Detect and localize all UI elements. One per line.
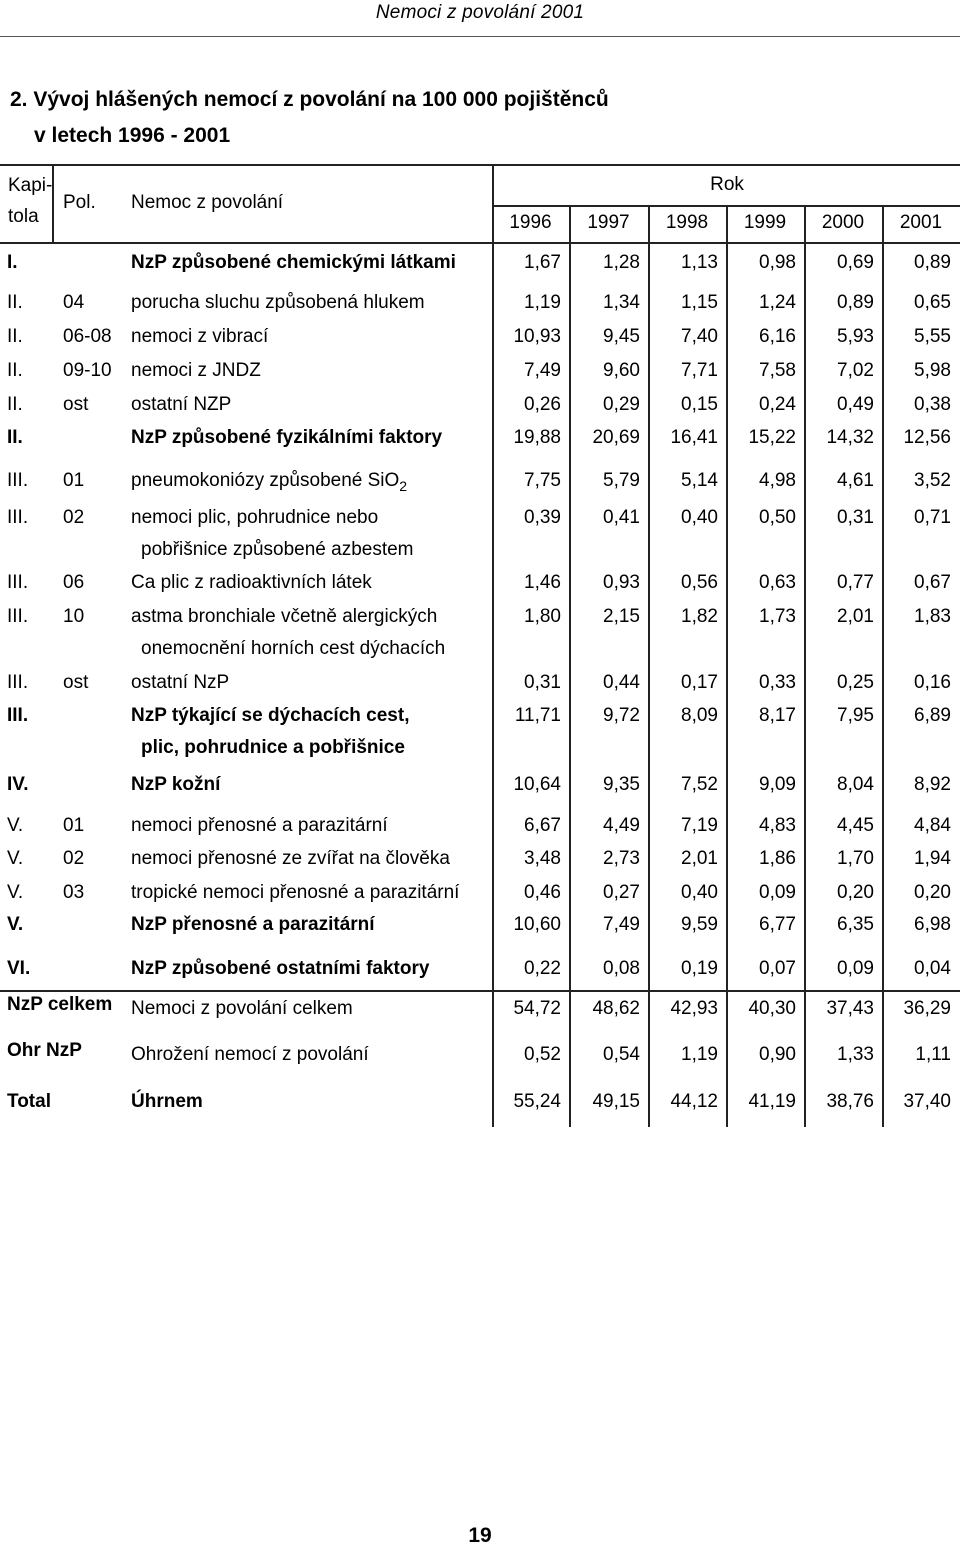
cell-value: 54,72 — [513, 998, 561, 1019]
cell-nemoc: porucha sluchu způsobená hlukem — [131, 292, 425, 313]
cell-kapitola: II. — [7, 292, 23, 313]
cell-nemoc: NzP kožní — [131, 774, 221, 795]
header-rule — [0, 36, 960, 37]
cell-value: 9,59 — [681, 914, 718, 935]
cell-value: 0,27 — [603, 882, 640, 903]
cell-value: 16,41 — [670, 427, 718, 448]
cell-value: 12,56 — [903, 427, 951, 448]
cell-value: 1,80 — [524, 606, 561, 627]
cell-value: 1,19 — [681, 1044, 718, 1065]
col-header-kapitola-b: tola — [8, 206, 39, 227]
year-header: 1996 — [509, 212, 552, 233]
cell-value: 3,52 — [914, 470, 951, 491]
cell-value: 49,15 — [592, 1091, 640, 1112]
cell-value: 1,15 — [681, 292, 718, 313]
cell-value: 6,77 — [759, 914, 796, 935]
cell-value: 0,67 — [914, 572, 951, 593]
cell-value: 40,30 — [748, 998, 796, 1019]
cell-value: 0,44 — [603, 672, 640, 693]
cell-value: 0,20 — [914, 882, 951, 903]
cell-value: 0,54 — [603, 1044, 640, 1065]
cell-value: 2,15 — [603, 606, 640, 627]
cell-kapitola: III. — [7, 507, 29, 528]
cell-value: 5,55 — [914, 326, 951, 347]
cell-value: 7,40 — [681, 326, 718, 347]
cell-value: 0,39 — [524, 507, 561, 528]
col-header-rok: Rok — [710, 174, 744, 195]
cell-nemoc: nemoci z JNDZ — [131, 360, 261, 381]
cell-kapitola: VI. — [7, 958, 31, 979]
total-separator-rule — [0, 990, 960, 992]
cell-polozka: 02 — [63, 507, 85, 528]
cell-value: 0,41 — [603, 507, 640, 528]
table-top-rule — [0, 164, 960, 166]
cell-value: 0,09 — [837, 958, 874, 979]
cell-value: 0,15 — [681, 394, 718, 415]
cell-value: 8,09 — [681, 705, 718, 726]
cell-kapitola: I. — [7, 252, 18, 273]
year-header: 2000 — [821, 212, 865, 233]
year-header: 1997 — [587, 212, 630, 233]
cell-nemoc-line2: plic, pohrudnice a pobřišnice — [141, 737, 405, 758]
cell-value: 37,40 — [903, 1091, 951, 1112]
cell-value: 1,19 — [524, 292, 561, 313]
cell-value: 0,98 — [759, 252, 796, 273]
cell-value: 9,45 — [603, 326, 640, 347]
cell-value: 2,73 — [603, 848, 640, 869]
cell-nemoc: Úhrnem — [131, 1091, 203, 1112]
cell-nemoc: nemoci přenosné a parazitární — [131, 815, 388, 836]
cell-value: 6,98 — [914, 914, 951, 935]
cell-value: 5,79 — [603, 470, 640, 491]
col-header-pol: Pol. — [63, 192, 96, 213]
cell-value: 10,64 — [513, 774, 561, 795]
cell-value: 8,92 — [914, 774, 951, 795]
cell-value: 14,32 — [826, 427, 874, 448]
cell-nemoc: ostatní NzP — [131, 672, 230, 693]
cell-kapitola: III. — [7, 470, 29, 491]
cell-kapitola: IV. — [7, 774, 29, 795]
cell-nemoc: nemoci z vibrací — [131, 326, 269, 347]
cell-value: 0,07 — [759, 958, 796, 979]
cell-value: 1,33 — [837, 1044, 874, 1065]
cell-value: 3,48 — [524, 848, 561, 869]
cell-value: 7,19 — [681, 815, 718, 836]
cell-value: 0,29 — [603, 394, 640, 415]
cell-value: 0,33 — [759, 672, 796, 693]
cell-nemoc: Nemoci z povolání celkem — [131, 998, 353, 1019]
cell-value: 0,09 — [759, 882, 796, 903]
cell-value: 0,17 — [681, 672, 718, 693]
cell-value: 0,22 — [524, 958, 561, 979]
cell-value: 0,49 — [837, 394, 874, 415]
cell-nemoc: NzP týkající se dýchacích cest, — [131, 705, 410, 726]
header-bottom-rule — [0, 242, 960, 244]
cell-value: 1,11 — [915, 1044, 951, 1065]
cell-polozka: ost — [63, 394, 89, 415]
cell-value: 10,93 — [513, 326, 561, 347]
cell-value: 44,12 — [670, 1091, 718, 1112]
cell-value: 0,25 — [837, 672, 874, 693]
cell-value: 0,93 — [603, 572, 640, 593]
cell-value: 0,31 — [524, 672, 561, 693]
cell-polozka: 10 — [63, 606, 85, 627]
cell-value: 1,73 — [759, 606, 796, 627]
cell-value: 41,19 — [748, 1091, 796, 1112]
cell-value: 48,62 — [592, 998, 640, 1019]
cell-nemoc: ostatní NZP — [131, 394, 232, 415]
cell-value: 38,76 — [826, 1091, 874, 1112]
cell-value: 7,75 — [524, 470, 561, 491]
cell-value: 2,01 — [681, 848, 718, 869]
cell-kapitola: III. — [7, 672, 29, 693]
cell-value: 36,29 — [903, 998, 951, 1019]
cell-value: 7,49 — [524, 360, 561, 381]
cell-value: 9,72 — [603, 705, 640, 726]
cell-value: 7,58 — [759, 360, 796, 381]
cell-value: 0,71 — [914, 507, 951, 528]
cell-value: 1,67 — [524, 252, 561, 273]
cell-kapitola: III. — [7, 606, 29, 627]
section-title-line2: v letech 1996 - 2001 — [34, 124, 231, 147]
cell-value: 4,49 — [603, 815, 640, 836]
cell-value: 0,90 — [759, 1044, 796, 1065]
cell-value: 0,08 — [603, 958, 640, 979]
cell-nemoc: nemoci plic, pohrudnice nebo — [131, 507, 379, 528]
cell-kapitola: Ohr NzP — [7, 1040, 82, 1061]
cell-polozka: 04 — [63, 292, 85, 313]
cell-value: 1,24 — [759, 292, 796, 313]
page-number: 19 — [468, 1524, 492, 1547]
year-header: 1999 — [743, 212, 787, 233]
cell-kapitola: Total — [7, 1091, 51, 1112]
cell-kapitola: II. — [7, 394, 23, 415]
cell-value: 0,56 — [681, 572, 718, 593]
cell-value: 8,04 — [837, 774, 874, 795]
cell-nemoc: nemoci přenosné ze zvířat na člověka — [131, 848, 450, 869]
cell-polozka: ost — [63, 672, 89, 693]
col-header-nemoc: Nemoc z povolání — [131, 192, 284, 213]
cell-value: 1,13 — [681, 252, 718, 273]
cell-value: 7,02 — [837, 360, 874, 381]
cell-nemoc: NzP způsobené ostatními faktory — [131, 958, 430, 979]
section-title-line1: 2. Vývoj hlášených nemocí z povolání na 100 000 pojištěnců — [10, 88, 609, 111]
cell-value: 10,60 — [513, 914, 561, 935]
cell-value: 0,65 — [914, 292, 951, 313]
cell-value: 0,04 — [914, 958, 951, 979]
cell-value: 7,95 — [837, 705, 874, 726]
cell-value: 5,14 — [681, 470, 718, 491]
cell-polozka: 03 — [63, 882, 85, 903]
cell-value: 0,69 — [837, 252, 874, 273]
cell-value: 4,98 — [759, 470, 796, 491]
cell-kapitola: V. — [7, 882, 24, 903]
cell-value: 0,77 — [837, 572, 874, 593]
cell-polozka: 01 — [63, 470, 85, 491]
cell-value: 1,46 — [524, 572, 561, 593]
cell-kapitola: V. — [7, 815, 24, 836]
cell-value: 1,86 — [759, 848, 796, 869]
cell-value: 0,46 — [524, 882, 561, 903]
cell-value: 1,28 — [603, 252, 640, 273]
cell-value: 9,09 — [759, 774, 796, 795]
cell-value: 9,35 — [603, 774, 640, 795]
cell-value: 0,20 — [837, 882, 874, 903]
cell-value: 1,82 — [681, 606, 718, 627]
cell-nemoc: astma bronchiale včetně alergických — [131, 606, 438, 627]
cell-value: 1,94 — [914, 848, 951, 869]
cell-polozka: 01 — [63, 815, 85, 836]
cell-value: 0,52 — [524, 1044, 561, 1065]
cell-nemoc: NzP způsobené chemickými látkami — [131, 252, 456, 273]
cell-value: 9,60 — [603, 360, 640, 381]
cell-value: 15,22 — [748, 427, 796, 448]
cell-value: 1,34 — [603, 292, 640, 313]
cell-kapitola: II. — [7, 360, 23, 381]
cell-value: 4,45 — [837, 815, 874, 836]
cell-value: 0,50 — [759, 507, 796, 528]
cell-value: 0,38 — [914, 394, 951, 415]
cell-kapitola: II. — [7, 326, 23, 347]
cell-kapitola: II. — [7, 427, 23, 448]
cell-value: 0,40 — [681, 882, 718, 903]
cell-value: 0,89 — [837, 292, 874, 313]
cell-nemoc-line2: onemocnění horních cest dýchacích — [141, 638, 446, 659]
cell-value: 0,16 — [914, 672, 951, 693]
cell-value: 0,40 — [681, 507, 718, 528]
col-header-kapitola-a: Kapi- — [8, 175, 53, 196]
cell-value: 6,35 — [837, 914, 874, 935]
cell-nemoc: Ca plic z radioaktivních látek — [131, 572, 372, 593]
cell-value: 7,49 — [603, 914, 640, 935]
cell-nemoc: pneumokoniózy způsobené SiO$_2$ — [131, 470, 408, 494]
cell-value: 6,16 — [759, 326, 796, 347]
cell-value: 11,71 — [514, 705, 561, 726]
page-header-title: Nemoci z povolání 2001 — [375, 2, 585, 23]
cell-value: 8,17 — [759, 705, 796, 726]
cell-value: 1,70 — [837, 848, 874, 869]
cell-polozka: 06 — [63, 572, 85, 593]
cell-value: 0,63 — [759, 572, 796, 593]
cell-value: 0,24 — [759, 394, 796, 415]
cell-value: 4,84 — [914, 815, 951, 836]
cell-nemoc-line2: pobřišnice způsobené azbestem — [141, 539, 414, 560]
cell-value: 1,83 — [914, 606, 951, 627]
cell-value: 4,83 — [759, 815, 796, 836]
cell-polozka: 02 — [63, 848, 85, 869]
cell-nemoc: tropické nemoci přenosné a parazitární — [131, 882, 460, 903]
year-header: 1998 — [665, 212, 709, 233]
cell-value: 4,61 — [837, 470, 874, 491]
cell-nemoc: NzP přenosné a parazitární — [131, 914, 375, 935]
cell-kapitola: III. — [7, 572, 29, 593]
cell-value: 20,69 — [592, 427, 640, 448]
cell-value: 19,88 — [513, 427, 561, 448]
cell-value: 42,93 — [670, 998, 718, 1019]
cell-value: 5,93 — [837, 326, 874, 347]
cell-value: 7,52 — [681, 774, 718, 795]
cell-polozka: 09-10 — [63, 360, 112, 381]
cell-polozka: 06-08 — [63, 326, 112, 347]
cell-value: 37,43 — [826, 998, 874, 1019]
cell-kapitola: V. — [7, 848, 24, 869]
kapitola-divider — [52, 164, 54, 242]
cell-nemoc: NzP způsobené fyzikálními faktory — [131, 427, 443, 448]
cell-value: 55,24 — [513, 1091, 561, 1112]
cell-value: 0,26 — [524, 394, 561, 415]
cell-value: 0,89 — [914, 252, 951, 273]
cell-value: 6,67 — [524, 815, 561, 836]
cell-nemoc: Ohrožení nemocí z povolání — [131, 1044, 369, 1065]
cell-value: 7,71 — [681, 360, 718, 381]
cell-value: 5,98 — [914, 360, 951, 381]
statistics-table — [0, 164, 960, 1129]
cell-value: 0,19 — [681, 958, 718, 979]
cell-value: 6,89 — [914, 705, 951, 726]
cell-value: 0,31 — [837, 507, 874, 528]
year-header: 2001 — [899, 212, 943, 233]
cell-value: 2,01 — [837, 606, 874, 627]
cell-kapitola: III. — [7, 705, 29, 726]
cell-kapitola: V. — [7, 914, 24, 935]
cell-kapitola: NzP celkem — [7, 994, 113, 1015]
